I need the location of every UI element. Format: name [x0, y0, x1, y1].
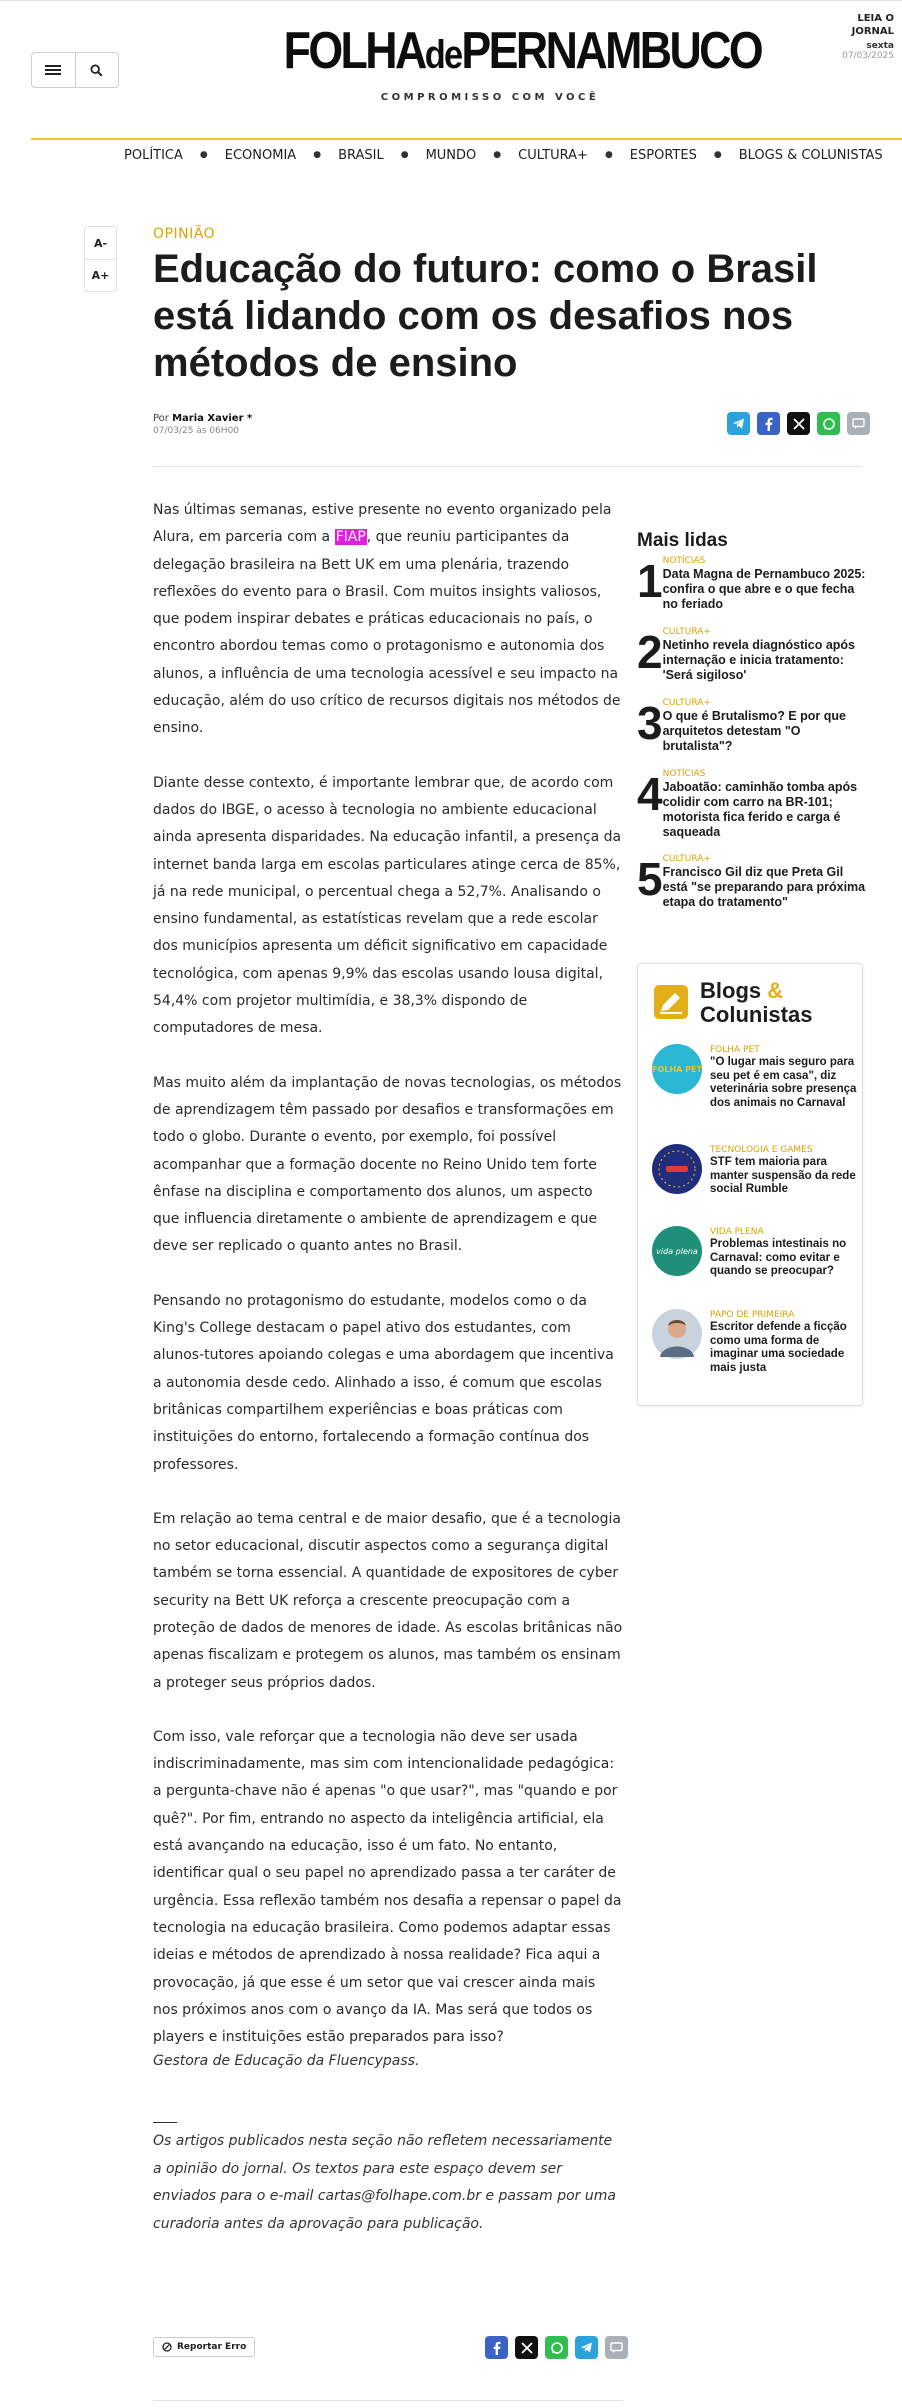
share-telegram-button[interactable]	[575, 2336, 598, 2359]
blogs-title-a: Blogs	[700, 978, 768, 1003]
logo-wordmark	[283, 20, 762, 86]
rank-number: 3	[637, 697, 663, 749]
item-category: NOTÍCIAS	[662, 556, 706, 566]
paragraph: Com isso, vale reforçar que a tecnologia não deve ser usada indiscriminadamente, mas sim com intencionalidade pedagógica: a pergunta-chave não é apenas "o que usar?", mas "quando e por quê?". Por fim, entrando no aspecto da inteligência artificial, ela está avançando na educação, isso é um fato. No entanto, identificar qual o seu papel no aprendizado passa a ter caráter de urgência. Essa reflexão também nos desafia a repensar o papel da tecnologia na educação brasileira. Como podemos adaptar essas ideias e métodos de aprendizado à nossa realidade? Fica aqui a provocação, já que esse é um setor que vai crescer ainda mais nos próximos anos com o avanço da IA. Mas será que todos os players e instituições estão preparados para isso?	[153, 1728, 622, 2046]
font-size-controls	[84, 226, 117, 292]
most-read-title: Mais lidas	[637, 530, 728, 551]
rank-number: 1	[637, 555, 663, 607]
rank-number: 5	[637, 853, 663, 905]
facebook-icon	[762, 416, 775, 431]
article-body	[153, 497, 623, 2078]
nav-item-brasil[interactable]: BRASIL	[338, 147, 384, 163]
logo-word-de: de	[424, 33, 462, 77]
item-category: NOTÍCIAS	[662, 769, 706, 779]
paragraph-text: , que reuniu participantes da delegação brasileira na Bett UK em uma plenária, trazendo reflexões do evento para o Brasil. Com muitos insights valiosos, que podem inspirar debates e práticas educacionais no país, o encontro abordou temas como o protagonismo e autonomia dos alunos, a influência de uma tecnologia acessível e seu impacto na educação, além do uso crítico de recursos digitais nos métodos de ensino.	[153, 529, 621, 737]
item-category: CULTURA+	[662, 627, 711, 637]
item-category: CULTURA+	[662, 854, 711, 864]
nav-item-esportes[interactable]: ESPORTES	[629, 147, 697, 163]
byline-prefix: Por	[153, 413, 173, 424]
logo-tagline: COMPROMISSO COM VOCÊ	[380, 92, 600, 103]
share-whatsapp-button[interactable]	[817, 412, 840, 435]
blog-avatar	[652, 1309, 702, 1359]
item-headline: Data Magna de Pernambuco 2025: confira o que abre e o que fecha no feriado	[662, 567, 866, 611]
item-category: CULTURA+	[662, 698, 711, 708]
nav-separator: ●	[400, 150, 409, 160]
font-increase-button[interactable]: A+	[85, 259, 116, 291]
comments-button[interactable]	[847, 412, 870, 435]
blog-headline: Problemas intestinais no Carnaval: como evitar e quando se preocupar?	[710, 1238, 847, 1277]
item-headline: Francisco Gil diz que Preta Gil está "se preparando para próxima etapa do tratamento"	[662, 865, 866, 909]
paragraph: Em relação ao tema central e de maior desafio, que é a tecnologia no setor educacional, discutir aspectos como a segurança digital também se torna essencial. A quantidade de expositores de cyber security na Bett UK reforça a crescente preocupação com a proteção de dados de menores de idade. As escolas britânicas não apenas fiscalizam e protegem os alunos, mas também os ensinam a proteger seus próprios dados.	[153, 1510, 623, 1691]
blog-item[interactable]	[652, 1309, 857, 1375]
most-read-item[interactable]	[637, 696, 867, 767]
share-telegram-button[interactable]	[727, 412, 750, 435]
blogs-box	[637, 963, 863, 1406]
nav-separator: ●	[604, 150, 613, 160]
header-rule	[31, 138, 902, 140]
telegram-icon	[580, 2341, 593, 2354]
font-decrease-button[interactable]: A-	[93, 236, 108, 250]
header-buttons	[31, 52, 119, 88]
menu-button[interactable]	[32, 53, 75, 87]
share-facebook-button[interactable]	[485, 2336, 508, 2359]
nav-item-economia[interactable]: ECONOMIA	[224, 147, 297, 163]
most-read-list	[637, 554, 867, 923]
blog-item[interactable]	[652, 1044, 857, 1110]
nav-separator: ●	[493, 150, 502, 160]
share-x-button[interactable]	[787, 412, 810, 435]
share-bar-top	[727, 412, 870, 435]
most-read-item[interactable]	[637, 625, 867, 696]
item-headline: O que é Brutalismo? E por que arquitetos detestam "O brutalista"?	[662, 709, 846, 753]
tech-games-logo-icon	[652, 1144, 702, 1194]
most-read-item[interactable]	[637, 554, 867, 625]
paragraph: Pensando no protagonismo do estudante, modelos como o da King's College destacam o papel ativo dos estudantes, com alunos-tutores apoiando colegas e uma abordagem que incentiva a autonomia desde cedo. Alinhado a isso, é comum que escolas britânicas compartilhem experiências e boas práticas com instituições do entorno, fortalecendo a formação contínua dos professores.	[153, 1292, 614, 1473]
blog-avatar	[652, 1144, 702, 1194]
logo-word-folha: FOLHA	[283, 22, 425, 80]
blog-item[interactable]	[652, 1226, 857, 1279]
leia-date: 07/03/2025	[842, 51, 894, 61]
main-nav	[124, 145, 902, 165]
author-signature: Gestora de Educação da Fluencypass.	[153, 2053, 420, 2069]
x-icon	[521, 2342, 533, 2354]
article-title: Educação do futuro: como o Brasil está lidando com os desafios nos métodos de ensino	[153, 247, 818, 385]
nav-separator: ●	[313, 150, 322, 160]
nav-item-cultura[interactable]: CULTURA+	[518, 147, 588, 163]
blogs-title	[700, 979, 812, 1027]
share-bar-bottom	[485, 2336, 628, 2359]
blog-avatar: FOLHA PET	[652, 1044, 702, 1094]
blogs-title-amp: &	[767, 978, 784, 1003]
search-button[interactable]	[75, 53, 118, 87]
report-error-label: Reportar Erro	[177, 2342, 247, 2352]
nav-item-blogs[interactable]: BLOGS & COLUNISTAS	[738, 147, 883, 163]
leia-title: LEIA O JORNAL	[851, 13, 894, 37]
author-photo-icon	[652, 1309, 702, 1359]
disclaimer-separator	[153, 2122, 177, 2123]
article-section[interactable]: OPINIÃO	[153, 226, 216, 242]
item-headline: Netinho revela diagnóstico após internação e inicia tratamento: 'Será sigiloso'	[662, 638, 855, 682]
most-read-item[interactable]	[637, 852, 867, 923]
nav-separator: ●	[199, 150, 208, 160]
paragraph: Diante desse contexto, é importante lembrar que, de acordo com dados do IBGE, o acesso à tecnologia no ambiente educacional ainda apresenta disparidades. Na educação infantil, a presença da internet banda larga em escolas particulares atinge cerca de 85%, já na rede municipal, o percentual chega a 52,7%. Analisando o ensino fundamental, as estatísticas revelam que a rede escolar dos municípios apresenta um déficit significativo em capacidade tecnológica, com apenas 9,9% das escolas usando lousa digital, 54,4% com projetor multimídia, e 38,3% dispondo de computadores de mesa.	[153, 774, 622, 1037]
paragraph	[153, 497, 623, 743]
x-icon	[793, 418, 805, 430]
paragraph-text: Nas últimas semanas, estive presente no evento organizado pela Alura, em parceria com a	[153, 502, 612, 546]
blog-item[interactable]	[652, 1144, 857, 1197]
head-divider	[153, 466, 862, 467]
blog-category: FOLHA PET	[710, 1045, 760, 1055]
blog-category: TECNOLOGIA E GAMES	[710, 1145, 813, 1155]
site-logo[interactable]	[250, 20, 762, 103]
nav-separator: ●	[713, 150, 722, 160]
blogs-title-b: Colunistas	[700, 1002, 813, 1027]
search-icon	[90, 64, 103, 77]
disclaimer: Os artigos publicados nesta seção não refletem necessariamente a opinião do jornal. Os textos para este espaço devem ser enviados para o e-mail cartas@folhape.com.br e passam por uma curadoria antes da aprovação para publicação.	[153, 2133, 616, 2232]
author-name: Maria Xavier *	[172, 413, 253, 424]
blog-avatar: vida plena	[652, 1226, 702, 1276]
share-facebook-button[interactable]	[757, 412, 780, 435]
footer-divider	[153, 2400, 623, 2401]
comment-icon	[610, 2342, 623, 2354]
logo-word-pernambuco: PERNAMBUCO	[461, 22, 762, 80]
leia-o-jornal[interactable]	[814, 12, 894, 61]
comment-icon	[852, 418, 865, 430]
publish-date: 07/03/25 às 06H00	[153, 426, 240, 436]
item-headline: Jaboatão: caminhão tomba após colidir com carro na BR-101; motorista fica ferido e carga é saqueada	[662, 780, 858, 839]
facebook-icon	[490, 2340, 503, 2355]
pen-icon	[654, 985, 688, 1019]
blog-headline: STF tem maioria para manter suspensão da rede social Rumble	[710, 1156, 856, 1195]
rank-number: 4	[637, 768, 663, 820]
nav-item-politica[interactable]: POLÍTICA	[124, 147, 183, 163]
share-x-button[interactable]	[515, 2336, 538, 2359]
report-error-button[interactable]	[153, 2337, 255, 2357]
highlighted-text: FIAP	[335, 529, 366, 546]
blog-category: VIDA PLENA	[710, 1227, 764, 1237]
comments-button[interactable]	[605, 2336, 628, 2359]
menu-icon	[45, 65, 61, 75]
byline	[153, 413, 252, 424]
blog-category: PAPO DE PRIMEIRA	[710, 1310, 795, 1320]
site-header	[0, 0, 902, 140]
whatsapp-icon	[550, 2341, 564, 2355]
paragraph: Mas muito além da implantação de novas tecnologias, os métodos de aprendizagem têm passado por desafios e transformações em todo o globo. Durante o evento, por exemplo, foi possível acompanhar que a formação docente no Reino Unido tem forte ênfase na disciplina e comportamento dos alunos, um aspecto que influencia diretamente o ambiente de aprendizagem e que deve ser replicado o quanto antes no Brasil.	[153, 1074, 622, 1255]
blogs-logo	[654, 985, 688, 1019]
blog-headline: Escritor defende a ficção como uma forma de imaginar uma sociedade mais justa	[710, 1321, 847, 1374]
report-icon	[162, 2342, 172, 2352]
blog-headline: "O lugar mais seguro para seu pet é em casa", diz veterinária sobre presença dos animais no Carnaval	[710, 1056, 857, 1109]
nav-item-mundo[interactable]: MUNDO	[425, 147, 477, 163]
rank-number: 2	[637, 626, 663, 678]
whatsapp-icon	[822, 417, 836, 431]
leia-day: sexta	[866, 41, 894, 51]
share-whatsapp-button[interactable]	[545, 2336, 568, 2359]
most-read-item[interactable]	[637, 767, 867, 852]
telegram-icon	[732, 417, 745, 430]
